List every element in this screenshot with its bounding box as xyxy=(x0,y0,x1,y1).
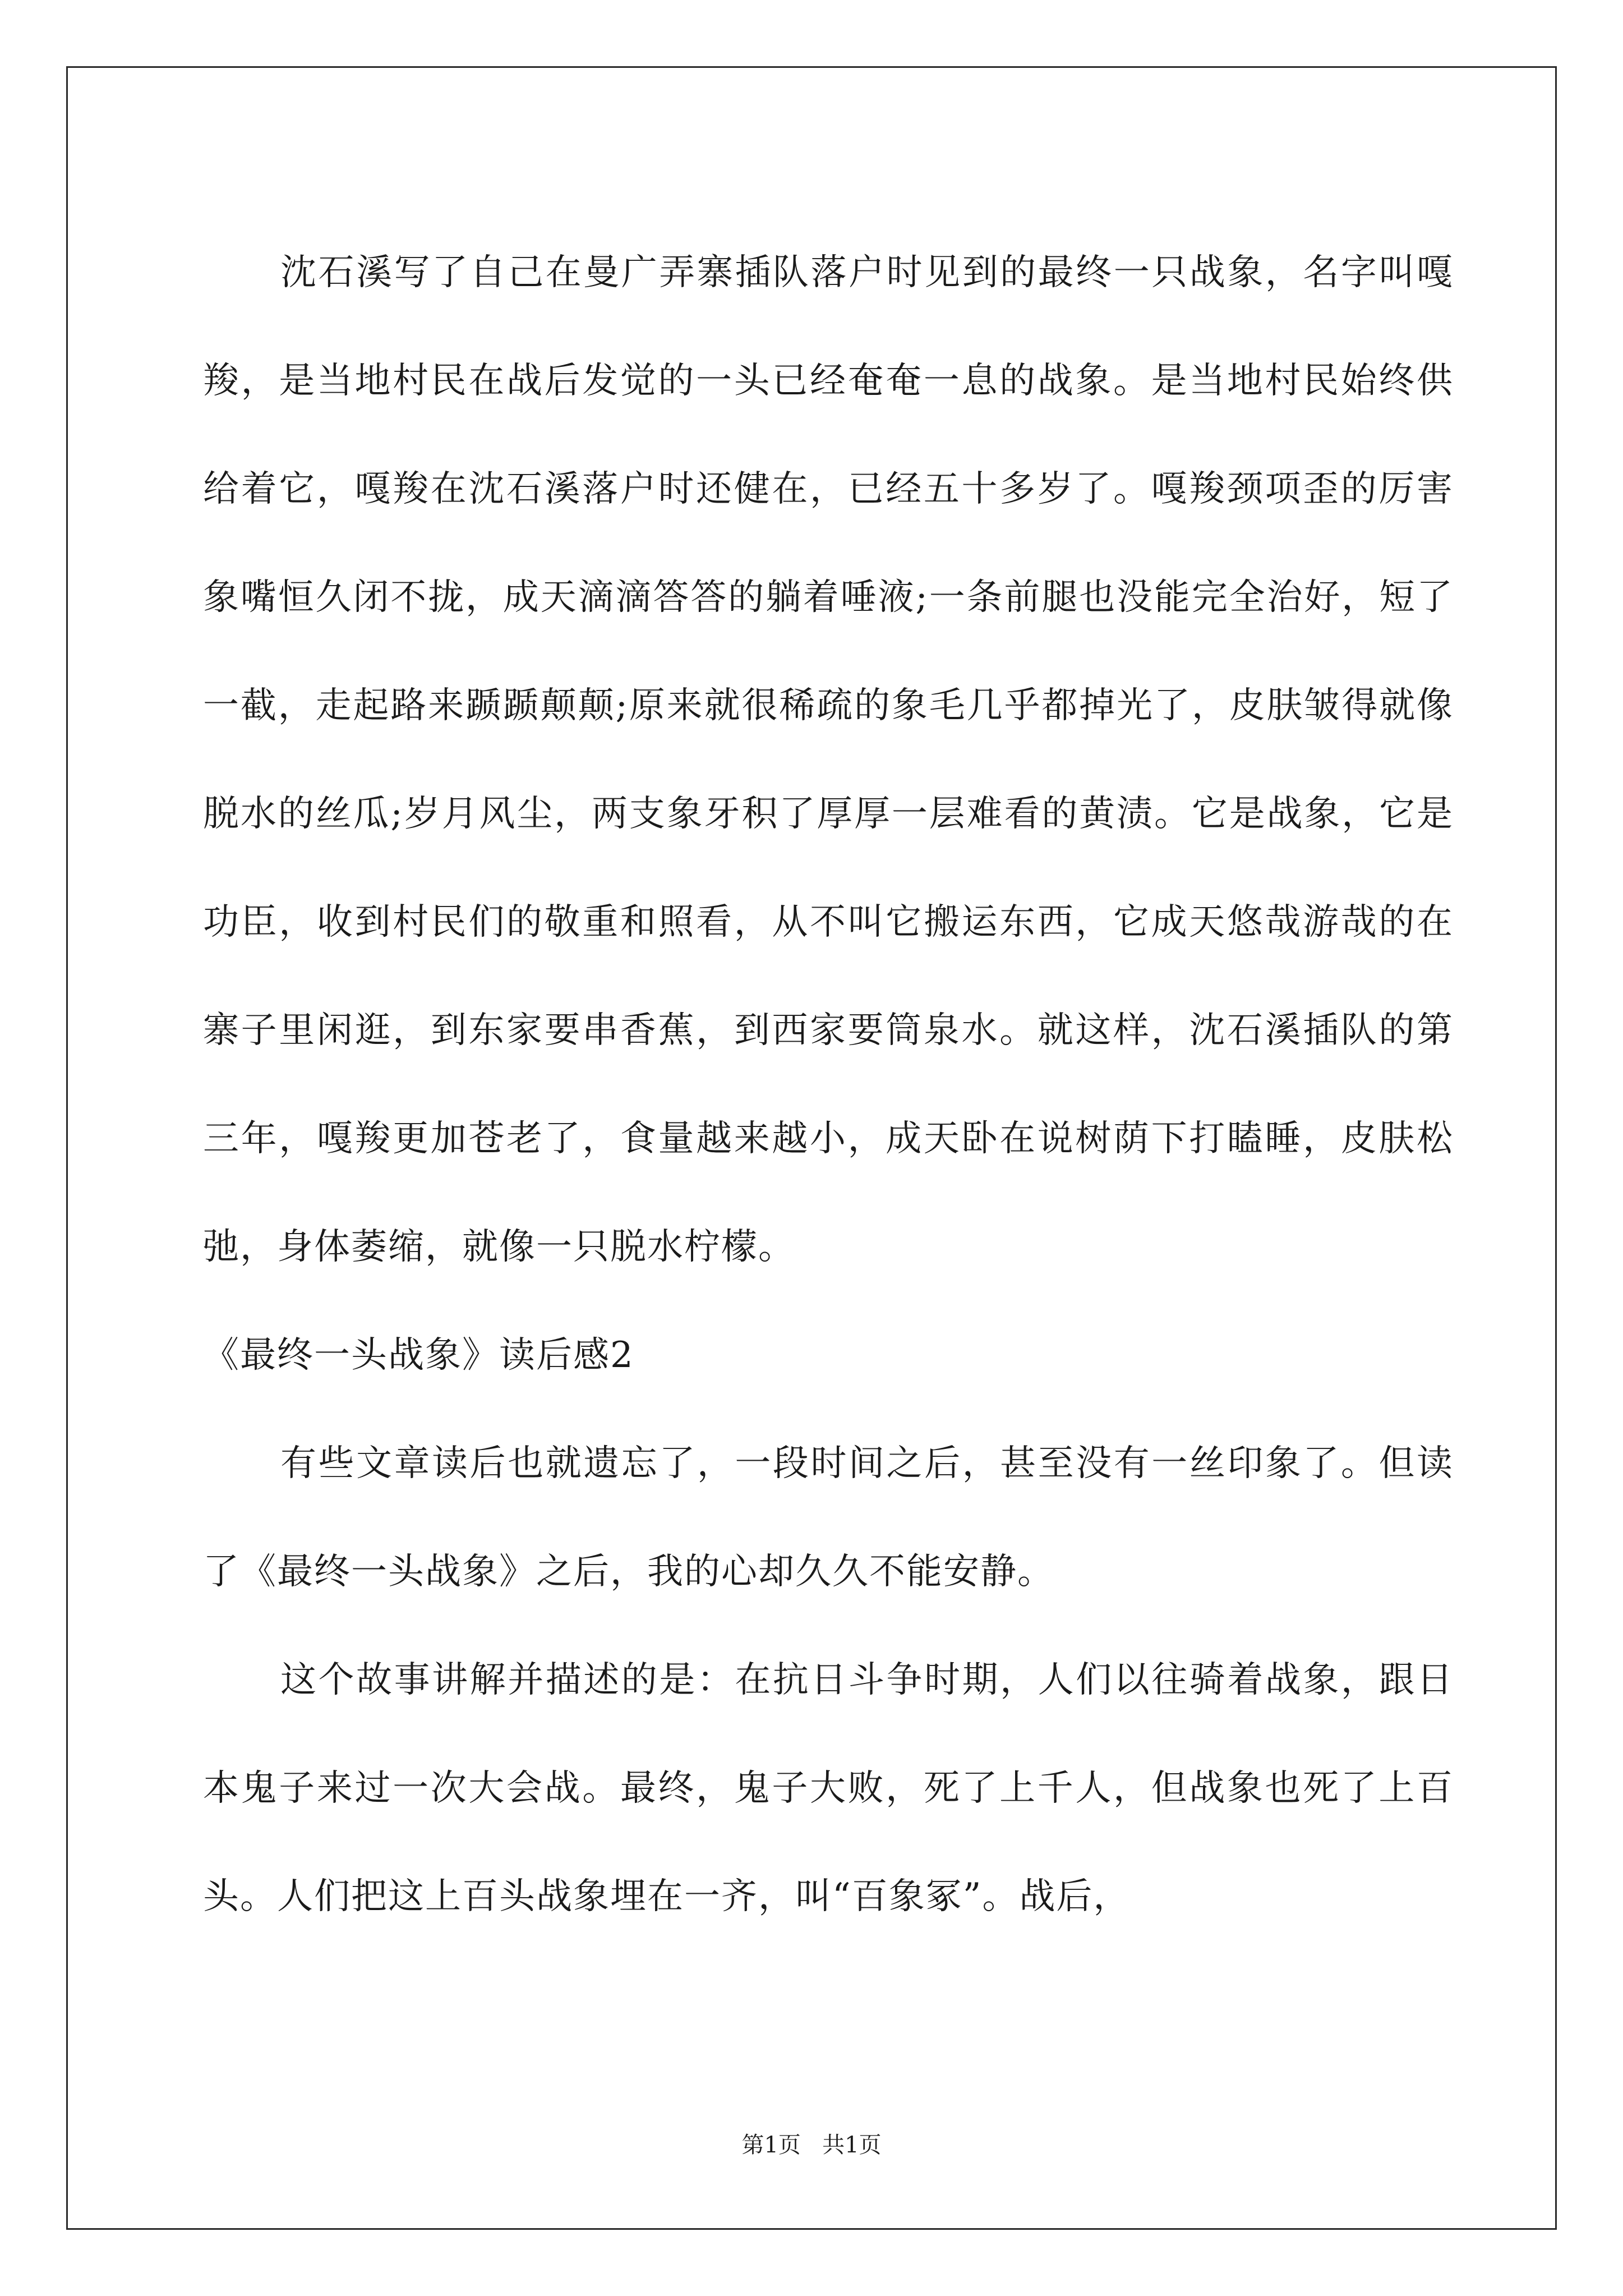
page-total: 共1页 xyxy=(822,2132,882,2158)
paragraph-2: 有些文章读后也就遗忘了，一段时间之后，甚至没有一丝印象了。但读了《最终一头战象》之后，我的心却久久不能安静。 xyxy=(203,1443,1454,1593)
section-heading: 《最终一头战象》读后感2 xyxy=(203,1335,634,1376)
page-footer xyxy=(0,2131,1623,2159)
paragraph-3: 这个故事讲解并描述的是：在抗日斗争时期，人们以往骑着战象，跟日本鬼子来过一次大会战。最终，鬼子大败，死了上千人，但战象也死了上百头。人们把这上百头战象埋在一齐，叫“百象冢”。战后， xyxy=(203,1659,1454,1917)
page-number: 第1页 xyxy=(741,2132,801,2158)
paragraph-1: 沈石溪写了自己在曼广弄寨插队落户时见到的最终一只战象，名字叫嘎羧，是当地村民在战后发觉的一头已经奄奄一息的战象。是当地村民始终供给着它，嘎羧在沈石溪落户时还健在，已经五十多岁了。嘎羧颈项歪的厉害象嘴恒久闭不拢，成天滴滴答答的躺着唾液;一条前腿也没能完全治好，短了一截，走起路来踬踬颠颠;原来就很稀疏的象毛几乎都掉光了，皮肤皱得就像脱水的丝瓜;岁月风尘，两支象牙积了厚厚一层难看的黄渍。它是战象，它是功臣，收到村民们的敬重和照看，从不叫它搬运东西，它成天悠哉游哉的在寨子里闲逛，到东家要串香蕉，到西家要筒泉水。就这样，沈石溪插队的第三年，嘎羧更加苍老了，食量越来越小，成天卧在说树荫下打瞌睡，皮肤松弛，身体萎缩，就像一只脱水柠檬。 xyxy=(203,252,1454,1268)
document-body xyxy=(203,219,1454,1951)
